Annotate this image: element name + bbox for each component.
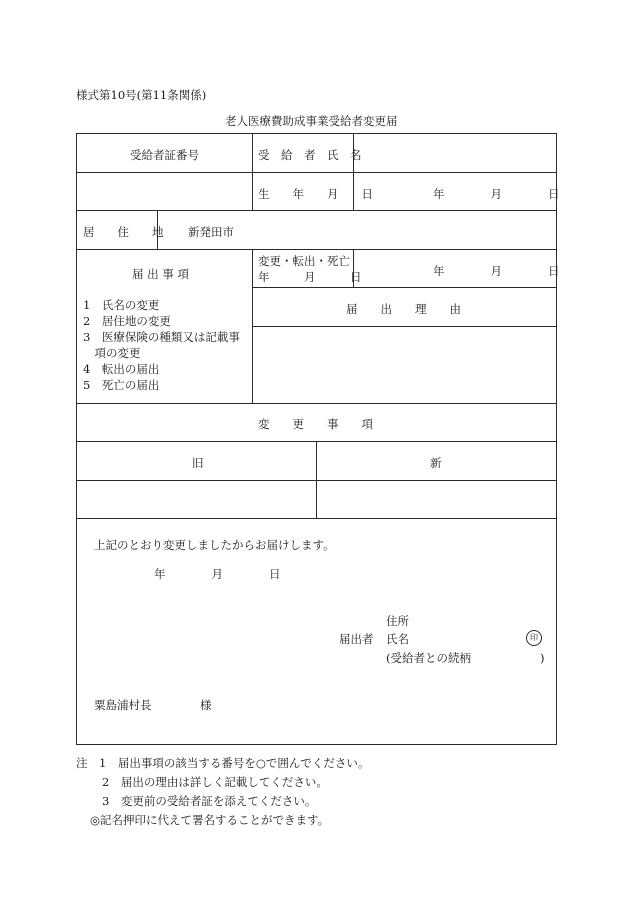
- notification-item[interactable]: 3 医療保険の種類又は記載事: [83, 330, 240, 344]
- form-title: 老人医療費助成事業受給者変更届: [225, 114, 398, 128]
- note-2: 2 届出の理由は詳しく記載してください。: [102, 775, 328, 789]
- reason-field[interactable]: [253, 327, 556, 403]
- old-value-field[interactable]: [77, 481, 316, 518]
- submission-date[interactable]: 年 月 日: [154, 567, 281, 581]
- change-date-label-2: 年 月 日: [258, 270, 362, 284]
- new-value-field[interactable]: [317, 481, 556, 518]
- residence-label: 居 住 地: [83, 225, 164, 239]
- note-3: 3 変更前の受給者証を添えてください。: [102, 794, 317, 808]
- recipient-name-label: 受 給 者 氏 名: [258, 148, 362, 162]
- recipient-name-field[interactable]: [353, 134, 556, 172]
- notification-item[interactable]: 1 氏名の変更: [83, 298, 160, 312]
- address-label: 住所: [386, 614, 409, 628]
- form-number: 様式第10号(第11条関係): [76, 88, 207, 102]
- note-4: ◎記名押印に代えて署名することができます。: [90, 813, 330, 827]
- name-field-label: 氏名: [386, 632, 409, 646]
- old-label: 旧: [192, 456, 204, 470]
- note-1: 注 1 届出事項の該当する番号を○で囲んでください。: [76, 756, 370, 770]
- new-label: 新: [430, 456, 442, 470]
- honorific: 様: [200, 698, 212, 712]
- statement-text: 上記のとおり変更しましたからお届けします。: [94, 538, 335, 552]
- change-date-label-1: 変更・転出・死亡: [258, 254, 350, 268]
- cert-number-label: 受給者証番号: [130, 148, 199, 162]
- notification-item[interactable]: 5 死亡の届出: [83, 378, 160, 392]
- relation-label: (受給者との続柄 ): [386, 651, 545, 665]
- change-date-value[interactable]: 年 月 日: [433, 264, 560, 278]
- seal-mark: 印: [526, 630, 542, 646]
- notifier-label: 届出者: [339, 632, 374, 646]
- change-items-label: 変 更 事 項: [258, 417, 373, 431]
- notification-items-list[interactable]: [83, 297, 240, 393]
- birth-date-value[interactable]: 年 月 日: [433, 187, 560, 201]
- notification-item[interactable]: 2 居住地の変更: [83, 314, 171, 328]
- reason-label: 届 出 理 由: [346, 302, 461, 316]
- addressee: 粟島浦村長: [94, 698, 152, 712]
- notification-items-label: 届 出 事 項: [132, 267, 189, 281]
- birth-date-label: 生 年 月 日: [258, 187, 373, 201]
- cert-number-field[interactable]: [77, 134, 252, 172]
- notification-item[interactable]: 4 転出の届出: [83, 362, 160, 376]
- residence-value[interactable]: 新発田市: [188, 225, 234, 239]
- notification-item[interactable]: 項の変更: [83, 346, 141, 360]
